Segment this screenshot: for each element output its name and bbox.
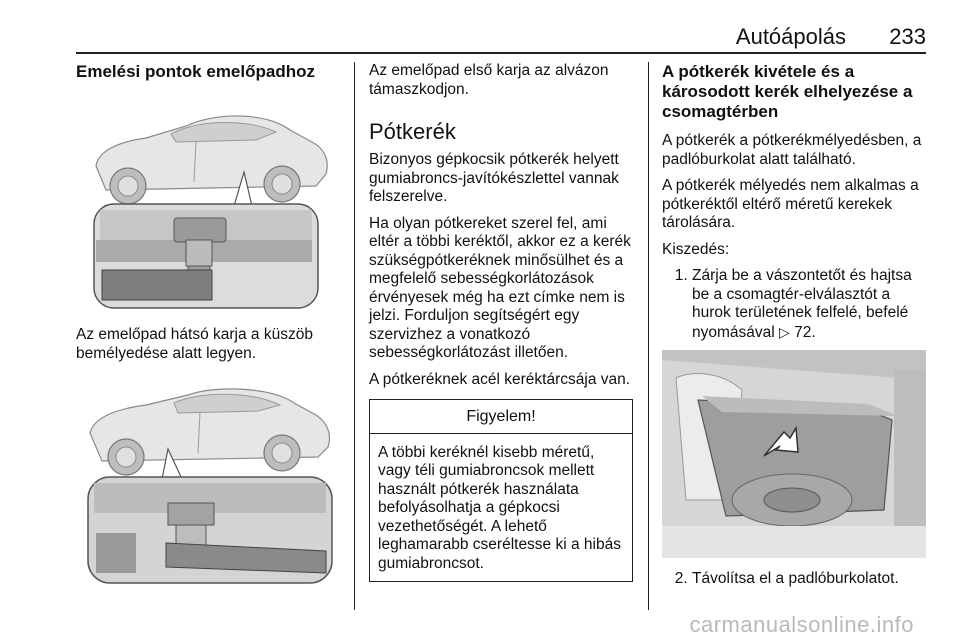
spare-wheel-p2: Ha olyan pótkereket szerel fel, ami eltér a többi keréktől, akkor ez a kerék szükségpótkeréknek minősülhet és a megfelelő sebességkorlátozások érvényesek még ha ezt címke nem is jelzi. Forduljon segítségért egy szervizhez a vonatkozó sebességkorlátozást illetően. <box>369 214 631 361</box>
arrow-reference-icon: ▷ <box>779 323 790 340</box>
removal-steps-cont <box>662 570 928 589</box>
section-title: Autóápolás <box>735 24 846 49</box>
lift-points-heading: Emelési pontok emelőpadhoz <box>76 62 315 81</box>
rear-lift-caption: Az emelőpad hátsó karja a küszöb bemélyedése alatt legyen. <box>76 326 313 362</box>
warning-title: Figyelem! <box>370 400 632 434</box>
header-rule <box>76 52 926 54</box>
warning-box <box>369 399 633 582</box>
rear-lift-point-illustration <box>76 90 338 312</box>
front-lift-point-illustration <box>76 373 338 587</box>
spare-wheel-p3: A pótkeréknek acél keréktárcsája van. <box>369 370 631 388</box>
column-divider-2 <box>648 62 649 610</box>
spare-removal-p1: A pótkerék a pótkerékmélyedésben, a padlóburkolat alatt található. <box>662 132 922 168</box>
column-divider-1 <box>354 62 355 610</box>
warning-body: A többi keréknél kisebb méretű, vagy téli gumiabroncsok mellett használt pótkerék használata befolyásolhatja a gépkocsi vezethetőségét. A lehető leghamarabb cseréltesse ki a hibás gumiabroncsot. <box>378 443 621 572</box>
removal-steps <box>662 267 928 342</box>
step-1-ref: 72. <box>794 323 816 341</box>
step-1 <box>692 267 928 342</box>
column-1 <box>76 62 344 587</box>
trunk-floor-illustration <box>662 350 926 558</box>
spare-removal-p3: Kiszedés: <box>662 240 730 258</box>
column-3 <box>662 62 928 595</box>
spare-removal-p2: A pótkerék mélyedés nem alkalmas a pótkeréktől eltérő méretű kerekek tárolására. <box>662 177 919 231</box>
page-header <box>76 24 926 54</box>
page-number: 233 <box>889 24 926 49</box>
watermark: carmanualsonline.info <box>689 612 914 637</box>
column-2 <box>369 62 633 582</box>
front-lift-text: Az emelőpad első karja az alvázon támaszkodjon. <box>369 62 609 98</box>
step-1-text: Zárja be a vászontetőt és hajtsa be a csomagtér-elválasztót a hurok területének felfelé, befelé nyomásával <box>692 267 912 341</box>
spare-wheel-p1: Bizonyos gépkocsik pótkerék helyett gumiabroncs-javítókészlettel vannak felszerelve. <box>369 151 619 205</box>
spare-wheel-title: Pótkerék <box>369 119 456 144</box>
spare-removal-heading: A pótkerék kivétele és a károsodott kerék elhelyezése a csomagtérben <box>662 62 913 121</box>
step-2: 2. Távolítsa el a padlóburkolatot. <box>692 570 928 589</box>
